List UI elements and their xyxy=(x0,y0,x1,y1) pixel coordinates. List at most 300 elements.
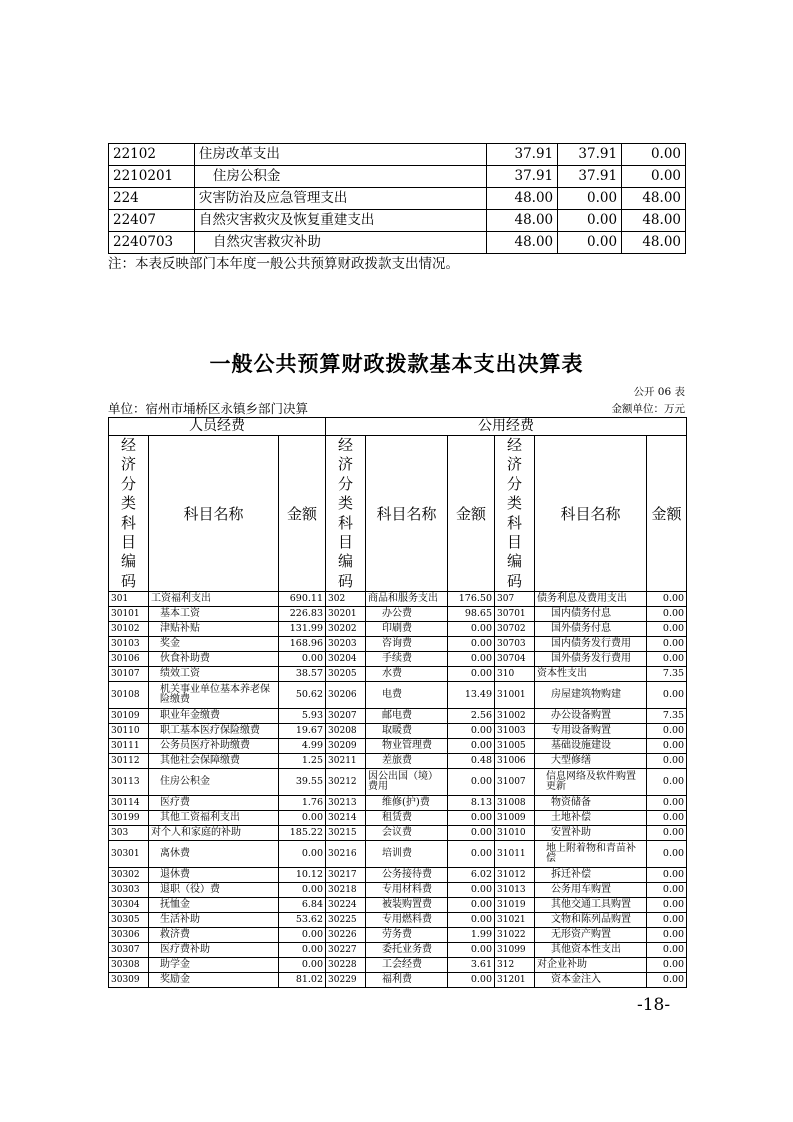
row-code: 302 xyxy=(326,592,366,607)
row-name: 培训费 xyxy=(366,841,448,868)
row-name: 会议费 xyxy=(366,826,448,841)
row-amount: 168.96 xyxy=(279,637,326,652)
table-row xyxy=(109,973,687,988)
row-code: 30214 xyxy=(326,811,366,826)
table-row xyxy=(109,796,687,811)
column-header-row xyxy=(109,436,687,592)
form-code: 公开 06 表 xyxy=(633,386,685,398)
row-amount: 0.00 xyxy=(448,973,495,988)
row-name: 其他社会保障缴费 xyxy=(149,754,279,769)
row-amount: 39.55 xyxy=(279,769,326,796)
row-name: 取暖费 xyxy=(366,724,448,739)
row-code: 30308 xyxy=(109,958,149,973)
row-code: 307 xyxy=(495,592,535,607)
row-amount: 0.00 xyxy=(647,913,687,928)
header-name: 科目名称 xyxy=(149,436,279,592)
row-amount: 13.49 xyxy=(448,682,495,709)
row-name: 退职（役）费 xyxy=(149,883,279,898)
header-amount: 金额 xyxy=(279,436,326,592)
row-amount: 10.12 xyxy=(279,868,326,883)
row-amount: 226.83 xyxy=(279,607,326,622)
row-name: 印刷费 xyxy=(366,622,448,637)
row-code: 30109 xyxy=(109,709,149,724)
row-name: 自然灾害救灾及恢复重建支出 xyxy=(194,210,486,232)
row-amount: 0.00 xyxy=(647,811,687,826)
row-name: 办公设备购置 xyxy=(535,709,647,724)
row-amount: 0.00 xyxy=(647,607,687,622)
row-code: 30114 xyxy=(109,796,149,811)
row-amount: 1.76 xyxy=(279,796,326,811)
table-row xyxy=(109,724,687,739)
table-row xyxy=(109,958,687,973)
row-code: 30111 xyxy=(109,739,149,754)
row-name: 职工基本医疗保险缴费 xyxy=(149,724,279,739)
row-amount: 0.00 xyxy=(448,769,495,796)
row-code: 22407 xyxy=(109,210,195,232)
row-amount: 0.00 xyxy=(448,913,495,928)
row-amount: 0.00 xyxy=(647,592,687,607)
row-name: 差旅费 xyxy=(366,754,448,769)
group-header-public: 公用经费 xyxy=(326,418,687,436)
row-amount: 5.93 xyxy=(279,709,326,724)
row-value: 48.00 xyxy=(487,210,558,232)
header-code-char: 经 xyxy=(507,436,523,454)
table-row xyxy=(109,841,687,868)
row-name: 助学金 xyxy=(149,958,279,973)
row-amount: 0.00 xyxy=(448,652,495,667)
row-code: 31006 xyxy=(495,754,535,769)
row-code: 31005 xyxy=(495,739,535,754)
row-amount: 0.00 xyxy=(647,769,687,796)
row-name: 办公费 xyxy=(366,607,448,622)
row-name: 手续费 xyxy=(366,652,448,667)
table-row xyxy=(109,667,687,682)
top-table xyxy=(108,143,686,254)
row-name: 水费 xyxy=(366,667,448,682)
header-code xyxy=(495,436,535,592)
row-code: 30704 xyxy=(495,652,535,667)
row-code: 30304 xyxy=(109,898,149,913)
row-code: 31003 xyxy=(495,724,535,739)
row-name: 自然灾害救灾补助 xyxy=(194,232,486,254)
row-code: 31012 xyxy=(495,868,535,883)
header-code-char: 码 xyxy=(338,571,354,590)
row-name: 专用设备购置 xyxy=(535,724,647,739)
row-code: 30208 xyxy=(326,724,366,739)
header-code-char: 码 xyxy=(507,571,523,590)
row-code: 31008 xyxy=(495,796,535,811)
row-amount: 0.00 xyxy=(647,898,687,913)
header-code-char: 济 xyxy=(507,455,523,474)
row-code: 31019 xyxy=(495,898,535,913)
header-code-char: 目 xyxy=(338,533,354,552)
header-code-char: 经 xyxy=(120,436,136,454)
row-name: 被装购置费 xyxy=(366,898,448,913)
header-amount: 金额 xyxy=(647,436,687,592)
row-code: 301 xyxy=(109,592,149,607)
row-value: 48.00 xyxy=(487,188,558,210)
row-code: 30213 xyxy=(326,796,366,811)
table-row xyxy=(109,811,687,826)
header-code-char: 分 xyxy=(507,474,523,493)
row-code: 30303 xyxy=(109,883,149,898)
row-name: 公务用车购置 xyxy=(535,883,647,898)
row-code: 2210201 xyxy=(109,166,195,188)
row-amount: 0.00 xyxy=(448,826,495,841)
table-row xyxy=(109,769,687,796)
row-name: 离休费 xyxy=(149,841,279,868)
table-row xyxy=(109,637,687,652)
row-code: 30301 xyxy=(109,841,149,868)
row-name: 国内债务发行费用 xyxy=(535,637,647,652)
row-code: 30101 xyxy=(109,607,149,622)
header-code-char: 类 xyxy=(120,494,136,513)
row-code: 303 xyxy=(109,826,149,841)
row-name: 资本金注入 xyxy=(535,973,647,988)
row-name: 安置补助 xyxy=(535,826,647,841)
row-amount: 690.11 xyxy=(279,592,326,607)
row-code: 30229 xyxy=(326,973,366,988)
row-code: 30106 xyxy=(109,652,149,667)
row-amount: 3.61 xyxy=(448,958,495,973)
row-amount: 1.25 xyxy=(279,754,326,769)
row-name: 灾害防治及应急管理支出 xyxy=(194,188,486,210)
row-name: 电费 xyxy=(366,682,448,709)
row-amount: 0.00 xyxy=(647,958,687,973)
row-value: 37.91 xyxy=(487,144,558,166)
row-code: 31021 xyxy=(495,913,535,928)
row-code: 31022 xyxy=(495,928,535,943)
row-code: 30224 xyxy=(326,898,366,913)
row-name: 咨询费 xyxy=(366,637,448,652)
table-row xyxy=(109,592,687,607)
row-amount: 0.00 xyxy=(279,958,326,973)
row-amount: 0.00 xyxy=(448,841,495,868)
row-name: 其他工资福利支出 xyxy=(149,811,279,826)
row-amount: 0.00 xyxy=(647,622,687,637)
row-code: 30305 xyxy=(109,913,149,928)
row-amount: 0.00 xyxy=(448,811,495,826)
table-row xyxy=(109,652,687,667)
row-amount: 0.00 xyxy=(279,943,326,958)
row-code: 30110 xyxy=(109,724,149,739)
row-amount: 0.00 xyxy=(279,841,326,868)
row-amount: 0.00 xyxy=(448,739,495,754)
row-code: 30702 xyxy=(495,622,535,637)
group-header-row xyxy=(109,418,687,436)
row-amount: 7.35 xyxy=(647,709,687,724)
row-name: 拆迁补偿 xyxy=(535,868,647,883)
row-code: 30215 xyxy=(326,826,366,841)
header-code-char: 科 xyxy=(338,513,354,532)
row-name: 医疗费 xyxy=(149,796,279,811)
row-code: 31201 xyxy=(495,973,535,988)
table-row xyxy=(109,754,687,769)
row-amount: 4.99 xyxy=(279,739,326,754)
row-amount: 0.00 xyxy=(647,841,687,868)
header-code-char: 目 xyxy=(507,533,523,552)
row-amount: 0.48 xyxy=(448,754,495,769)
header-code-char: 编 xyxy=(338,552,354,571)
header-code-char: 分 xyxy=(338,474,354,493)
header-code-char: 济 xyxy=(338,455,354,474)
table-row xyxy=(109,144,686,166)
row-amount: 131.99 xyxy=(279,622,326,637)
header-code-char: 经 xyxy=(338,436,354,454)
row-amount: 6.02 xyxy=(448,868,495,883)
row-code: 2240703 xyxy=(109,232,195,254)
row-amount: 0.00 xyxy=(448,883,495,898)
row-amount: 2.56 xyxy=(448,709,495,724)
row-name: 信息网络及软件购置更新 xyxy=(535,769,647,796)
row-name: 物业管理费 xyxy=(366,739,448,754)
table-row xyxy=(109,928,687,943)
row-code: 30302 xyxy=(109,868,149,883)
row-code: 31011 xyxy=(495,841,535,868)
row-value: 0.00 xyxy=(558,210,622,232)
row-code: 30108 xyxy=(109,682,149,709)
row-amount: 53.62 xyxy=(279,913,326,928)
row-value: 0.00 xyxy=(622,166,686,188)
row-amount: 0.00 xyxy=(448,724,495,739)
row-code: 30701 xyxy=(495,607,535,622)
row-name: 工会经费 xyxy=(366,958,448,973)
table-row xyxy=(109,739,687,754)
row-code: 30307 xyxy=(109,943,149,958)
row-name: 其他交通工具购置 xyxy=(535,898,647,913)
row-name: 奖金 xyxy=(149,637,279,652)
row-name: 劳务费 xyxy=(366,928,448,943)
row-code: 30203 xyxy=(326,637,366,652)
row-name: 生活补助 xyxy=(149,913,279,928)
table-row xyxy=(109,232,686,254)
row-name: 房屋建筑物购建 xyxy=(535,682,647,709)
unit-label: 单位：宿州市埇桥区永镇乡部门决算 xyxy=(108,401,309,416)
table-row xyxy=(109,622,687,637)
header-name: 科目名称 xyxy=(535,436,647,592)
row-code: 30216 xyxy=(326,841,366,868)
row-name: 文物和陈列品购置 xyxy=(535,913,647,928)
header-code-char: 编 xyxy=(120,552,136,571)
table-row xyxy=(109,607,687,622)
row-amount: 0.00 xyxy=(647,943,687,958)
row-amount: 98.65 xyxy=(448,607,495,622)
row-code: 30212 xyxy=(326,769,366,796)
row-amount: 0.00 xyxy=(647,868,687,883)
row-name: 对企业补助 xyxy=(535,958,647,973)
row-name: 物资储备 xyxy=(535,796,647,811)
row-value: 48.00 xyxy=(622,232,686,254)
row-value: 37.91 xyxy=(558,144,622,166)
row-code: 30202 xyxy=(326,622,366,637)
row-name: 国外债务付息 xyxy=(535,622,647,637)
row-code: 31001 xyxy=(495,682,535,709)
table-row xyxy=(109,883,687,898)
table-row xyxy=(109,682,687,709)
row-value: 37.91 xyxy=(487,166,558,188)
row-code: 31002 xyxy=(495,709,535,724)
row-code: 224 xyxy=(109,188,195,210)
header-code-char: 分 xyxy=(120,474,136,493)
row-amount: 0.00 xyxy=(647,973,687,988)
row-name: 邮电费 xyxy=(366,709,448,724)
row-name: 委托业务费 xyxy=(366,943,448,958)
row-value: 37.91 xyxy=(558,166,622,188)
header-code xyxy=(326,436,366,592)
row-amount: 0.00 xyxy=(647,883,687,898)
table-row xyxy=(109,898,687,913)
row-value: 0.00 xyxy=(558,232,622,254)
row-code: 22102 xyxy=(109,144,195,166)
row-amount: 0.00 xyxy=(279,928,326,943)
row-code: 30309 xyxy=(109,973,149,988)
row-code: 30103 xyxy=(109,637,149,652)
row-amount: 50.62 xyxy=(279,682,326,709)
row-amount: 38.57 xyxy=(279,667,326,682)
row-amount: 0.00 xyxy=(647,754,687,769)
row-amount: 0.00 xyxy=(279,652,326,667)
table-row xyxy=(109,166,686,188)
row-name: 无形资产购置 xyxy=(535,928,647,943)
row-code: 30225 xyxy=(326,913,366,928)
row-name: 债务利息及费用支出 xyxy=(535,592,647,607)
row-code: 30207 xyxy=(326,709,366,724)
row-amount: 81.02 xyxy=(279,973,326,988)
row-name: 因公出国（境）费用 xyxy=(366,769,448,796)
row-amount: 176.50 xyxy=(448,592,495,607)
row-amount: 0.00 xyxy=(448,637,495,652)
table-row xyxy=(109,913,687,928)
row-name: 商品和服务支出 xyxy=(366,592,448,607)
header-code-char: 码 xyxy=(120,571,136,590)
row-code: 30205 xyxy=(326,667,366,682)
expenditure-table xyxy=(108,417,687,988)
row-amount: 0.00 xyxy=(647,637,687,652)
row-code: 30112 xyxy=(109,754,149,769)
row-amount: 0.00 xyxy=(448,622,495,637)
row-code: 31013 xyxy=(495,883,535,898)
row-amount: 19.67 xyxy=(279,724,326,739)
row-name: 抚恤金 xyxy=(149,898,279,913)
table-row xyxy=(109,868,687,883)
row-amount: 0.00 xyxy=(448,667,495,682)
row-amount: 0.00 xyxy=(647,652,687,667)
row-code: 30201 xyxy=(326,607,366,622)
row-name: 基础设施建设 xyxy=(535,739,647,754)
header-code-char: 济 xyxy=(120,455,136,474)
row-name: 福利费 xyxy=(366,973,448,988)
header-name: 科目名称 xyxy=(366,436,448,592)
row-name: 国外债务发行费用 xyxy=(535,652,647,667)
row-name: 职业年金缴费 xyxy=(149,709,279,724)
row-code: 30227 xyxy=(326,943,366,958)
row-name: 住房公积金 xyxy=(194,166,486,188)
table-row xyxy=(109,826,687,841)
row-name: 住房改革支出 xyxy=(194,144,486,166)
row-value: 0.00 xyxy=(558,188,622,210)
header-code-char: 类 xyxy=(507,494,523,513)
row-name: 专用燃料费 xyxy=(366,913,448,928)
row-code: 30703 xyxy=(495,637,535,652)
row-code: 30228 xyxy=(326,958,366,973)
header-code-char: 目 xyxy=(120,533,136,552)
table-row xyxy=(109,943,687,958)
group-header-personnel: 人员经费 xyxy=(109,418,326,436)
row-code: 30211 xyxy=(326,754,366,769)
row-code: 31007 xyxy=(495,769,535,796)
header-amount: 金额 xyxy=(448,436,495,592)
row-amount: 1.99 xyxy=(448,928,495,943)
row-name: 其他资本性支出 xyxy=(535,943,647,958)
row-amount: 0.00 xyxy=(448,943,495,958)
row-code: 30204 xyxy=(326,652,366,667)
row-value: 48.00 xyxy=(622,210,686,232)
row-name: 大型修缮 xyxy=(535,754,647,769)
row-name: 奖励金 xyxy=(149,973,279,988)
row-name: 土地补偿 xyxy=(535,811,647,826)
row-name: 地上附着物和青苗补偿 xyxy=(535,841,647,868)
table-row xyxy=(109,188,686,210)
row-name: 对个人和家庭的补助 xyxy=(149,826,279,841)
row-amount: 0.00 xyxy=(647,928,687,943)
row-code: 30102 xyxy=(109,622,149,637)
row-code: 30206 xyxy=(326,682,366,709)
row-name: 专用材料费 xyxy=(366,883,448,898)
row-amount: 0.00 xyxy=(647,826,687,841)
row-code: 30209 xyxy=(326,739,366,754)
row-amount: 6.84 xyxy=(279,898,326,913)
row-amount: 8.13 xyxy=(448,796,495,811)
row-value: 0.00 xyxy=(622,144,686,166)
row-code: 30226 xyxy=(326,928,366,943)
table-note: 注：本表反映部门本年度一般公共预算财政拨款支出情况。 xyxy=(108,256,459,272)
row-value: 48.00 xyxy=(622,188,686,210)
header-code xyxy=(109,436,149,592)
row-name: 基本工资 xyxy=(149,607,279,622)
page-number: -18- xyxy=(637,995,671,1015)
row-amount: 0.00 xyxy=(647,682,687,709)
row-amount: 0.00 xyxy=(279,811,326,826)
header-code-char: 类 xyxy=(338,494,354,513)
header-code-char: 科 xyxy=(507,513,523,532)
row-amount: 0.00 xyxy=(647,724,687,739)
row-amount: 0.00 xyxy=(279,883,326,898)
row-code: 31010 xyxy=(495,826,535,841)
table-row xyxy=(109,709,687,724)
row-code: 30217 xyxy=(326,868,366,883)
row-amount: 0.00 xyxy=(448,898,495,913)
row-name: 医疗费补助 xyxy=(149,943,279,958)
row-amount: 0.00 xyxy=(647,796,687,811)
row-name: 公务员医疗补助缴费 xyxy=(149,739,279,754)
row-code: 31099 xyxy=(495,943,535,958)
row-name: 国内债务付息 xyxy=(535,607,647,622)
row-amount: 7.35 xyxy=(647,667,687,682)
page-title: 一般公共预算财政拨款基本支出决算表 xyxy=(209,351,584,376)
row-amount: 0.00 xyxy=(647,739,687,754)
row-code: 30218 xyxy=(326,883,366,898)
row-code: 30199 xyxy=(109,811,149,826)
row-name: 租赁费 xyxy=(366,811,448,826)
row-name: 住房公积金 xyxy=(149,769,279,796)
row-name: 津贴补贴 xyxy=(149,622,279,637)
row-amount: 185.22 xyxy=(279,826,326,841)
row-code: 30306 xyxy=(109,928,149,943)
row-name: 退休费 xyxy=(149,868,279,883)
row-code: 312 xyxy=(495,958,535,973)
row-name: 机关事业单位基本养老保险缴费 xyxy=(149,682,279,709)
row-code: 30107 xyxy=(109,667,149,682)
